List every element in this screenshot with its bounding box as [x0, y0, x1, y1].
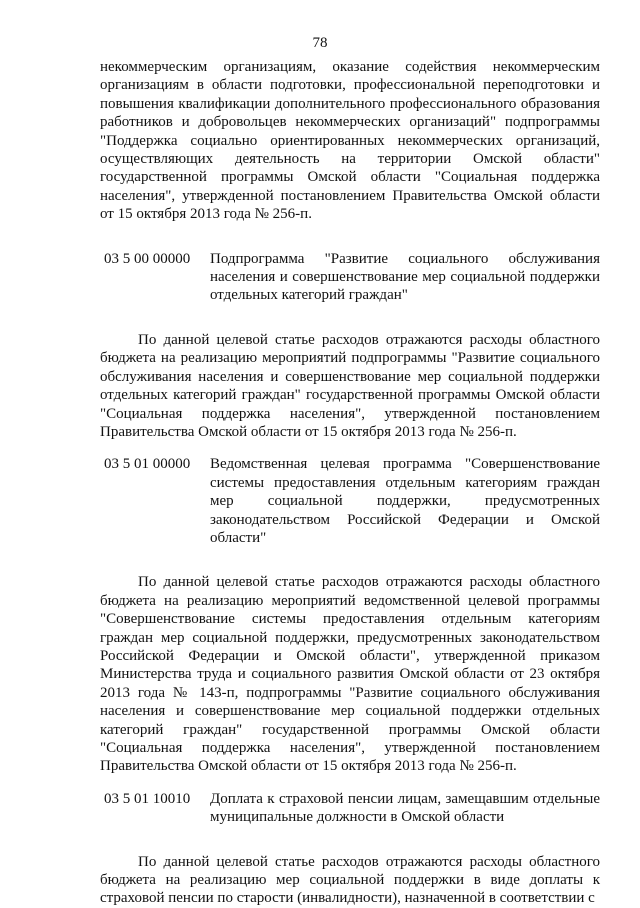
section-1-code: 03 5 00 00000 — [104, 250, 191, 267]
intro-paragraph: некоммерческим организациям, оказание содействия некоммерческим организациям в области подготовки, профессиональной переподготовки и повышения квалификации дополнительного профессионального образования работников и добровольцев некоммерческих организаций" подпрограммы "Поддержка социально ориентированных некоммерческих организаций, осуществляющих деятельность на территории Омской области" государственной программы Омской области "Социальная поддержка населения", утвержденной постановлением Правительства Омской области от 15 октября 2013 года № 256-п. — [100, 59, 600, 223]
section-1-description: По данной целевой статье расходов отражаются расходы областного бюджета на реализацию мероприятий подпрограммы "Развитие социального обслуживания населения и совершенствование мер социальной поддержки отдельных категорий граждан" государственной программы Омской области "Социальная поддержка населения", утвержденной постановлением Правительства Омской области от 15 октября 2013 года № 256-п. — [100, 331, 600, 440]
section-3-code: 03 5 01 10010 — [104, 790, 191, 807]
section-3-title: Доплата к страховой пенсии лицам, замещавшим отдельные муниципальные должности в Омской области — [210, 790, 600, 826]
section-3 — [100, 790, 600, 827]
page-number: 78 — [312, 35, 328, 51]
section-2 — [100, 455, 600, 547]
section-2-title: Ведомственная целевая программа "Совершенствование системы предоставления отдельным категориям граждан мер социальной поддержки, предусмотренных законодательством Российской Федерации и Омской области" — [210, 456, 600, 546]
document-body — [100, 58, 600, 908]
section-2-code: 03 5 01 00000 — [104, 456, 191, 473]
section-1-title: Подпрограмма "Развитие социального обслуживания населения и совершенствование мер социальной поддержки отдельных категорий граждан" — [210, 250, 600, 304]
section-1 — [100, 250, 600, 305]
section-2-description: По данной целевой статье расходов отражаются расходы областного бюджета на реализацию мероприятий ведомственной целевой программы "Совершенствование системы предоставления отдельным категориям граждан мер социальной поддержки, предусмотренных законодательством Российской Федерации и Омской области", утвержденной приказом Министерства труда и социального развития Омской области от 23 октября 2013 года № 143-п, подпрограммы "Развитие социального обслуживания населения и совершенствование мер социальной поддержки отдельных категорий граждан" государственной программы Омской области "Социальная поддержка населения", утвержденной постановлением Правительства Омской области от 15 октября 2013 года № 256-п. — [100, 574, 600, 775]
section-3-description: По данной целевой статье расходов отражаются расходы областного бюджета на реализацию мер социальной поддержки в виде доплаты к страховой пенсии по старости (инвалидности), назначенной в соответствии с — [100, 853, 600, 907]
